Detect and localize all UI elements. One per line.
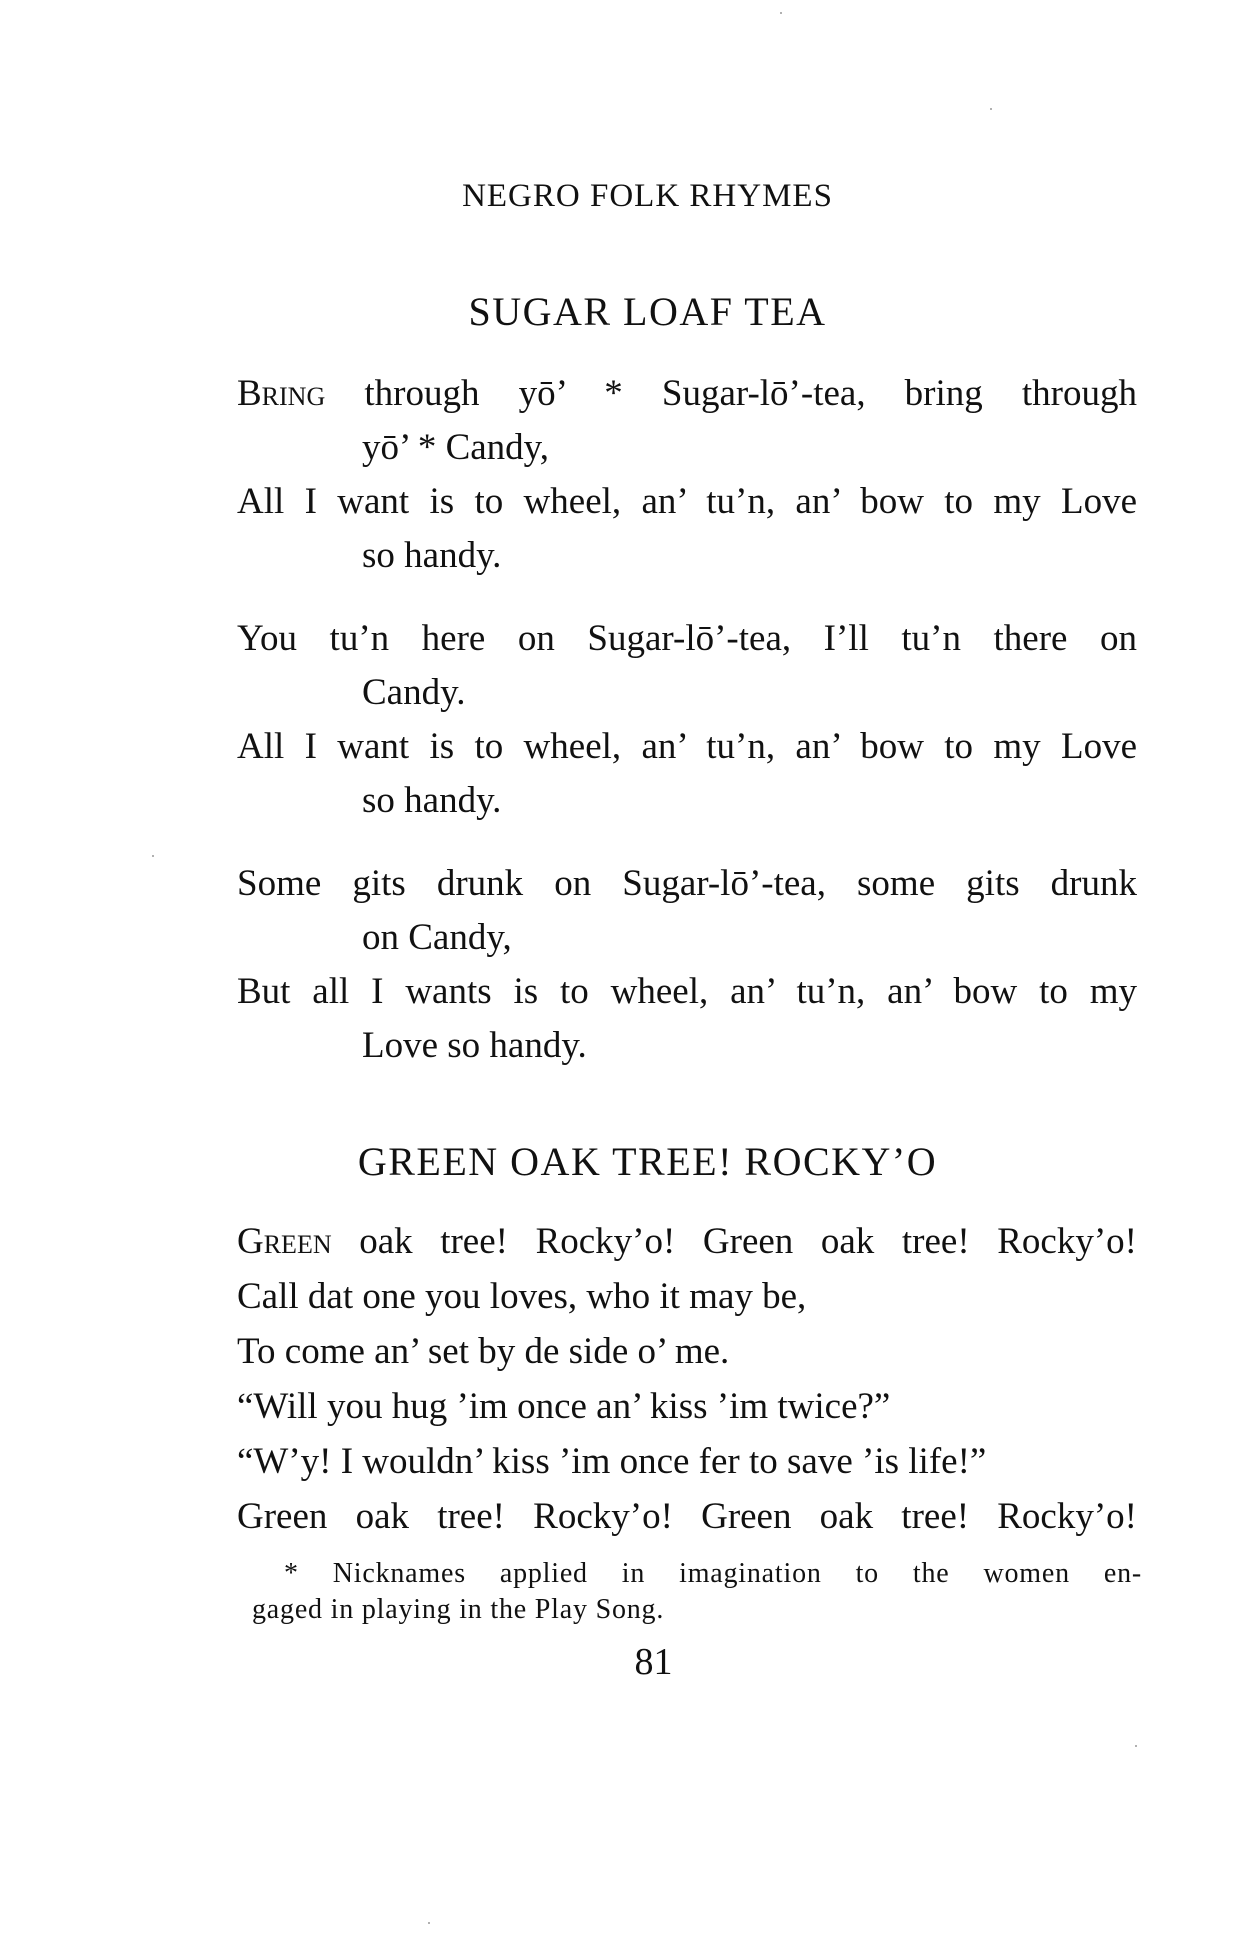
verse-line: Candy.	[362, 672, 466, 713]
verse-line: so handy.	[362, 535, 502, 576]
running-head: NEGRO FOLK RHYMES	[462, 178, 833, 214]
verse-line: Call dat one you loves, who it may be,	[237, 1276, 807, 1317]
verse-line: All I want is to wheel, an’ tu’n, an’ bow to my Love	[237, 726, 1137, 767]
verse-line: But all I wants is to wheel, an’ tu’n, an’ bow to my	[237, 971, 1137, 1012]
verse-line: so handy.	[362, 780, 502, 821]
drop-word: Bring	[237, 373, 326, 414]
paper-speck	[780, 12, 782, 14]
verse-line: Green oak tree! Rocky’o! Green oak tree! Rocky’o!	[237, 1496, 1137, 1537]
verse-line: Bring through yō’ * Sugar-lō’-tea, bring through	[237, 373, 1137, 414]
verse-line: All I want is to wheel, an’ tu’n, an’ bow to my Love	[237, 481, 1137, 522]
footnote	[252, 1556, 1142, 1628]
verse-line: To come an’ set by de side o’ me.	[237, 1331, 730, 1372]
paper-speck	[1135, 1745, 1137, 1747]
verse-line: Green oak tree! Rocky’o! Green oak tree! Rocky’o!	[237, 1221, 1137, 1262]
verse-line: You tu’n here on Sugar-lō’-tea, I’ll tu’n there on	[237, 618, 1137, 659]
verse-line: Some gits drunk on Sugar-lō’-tea, some gits drunk	[237, 863, 1137, 904]
paper-speck	[990, 108, 992, 110]
poem-title-green-oak-tree: GREEN OAK TREE! ROCKY’O	[357, 1139, 938, 1184]
verse-line: “W’y! I wouldn’ kiss ’im once fer to save ’is life!”	[237, 1441, 987, 1482]
verse-line: Love so handy.	[362, 1025, 587, 1066]
footnote-line: gaged in playing in the Play Song.	[252, 1594, 665, 1625]
poem-title-sugar-loaf-tea: SUGAR LOAF TEA	[468, 289, 827, 334]
drop-word: Green	[237, 1221, 332, 1262]
verse-line: on Candy,	[362, 917, 512, 958]
verse-line: yō’ * Candy,	[362, 427, 550, 468]
paper-speck	[428, 1922, 430, 1924]
paper-speck	[152, 855, 154, 857]
page-number: 81	[634, 1641, 673, 1683]
verse-line: “Will you hug ’im once an’ kiss ’im twice?”	[237, 1386, 891, 1427]
footnote-line: * Nicknames applied in imagination to the women en-	[284, 1558, 1142, 1589]
